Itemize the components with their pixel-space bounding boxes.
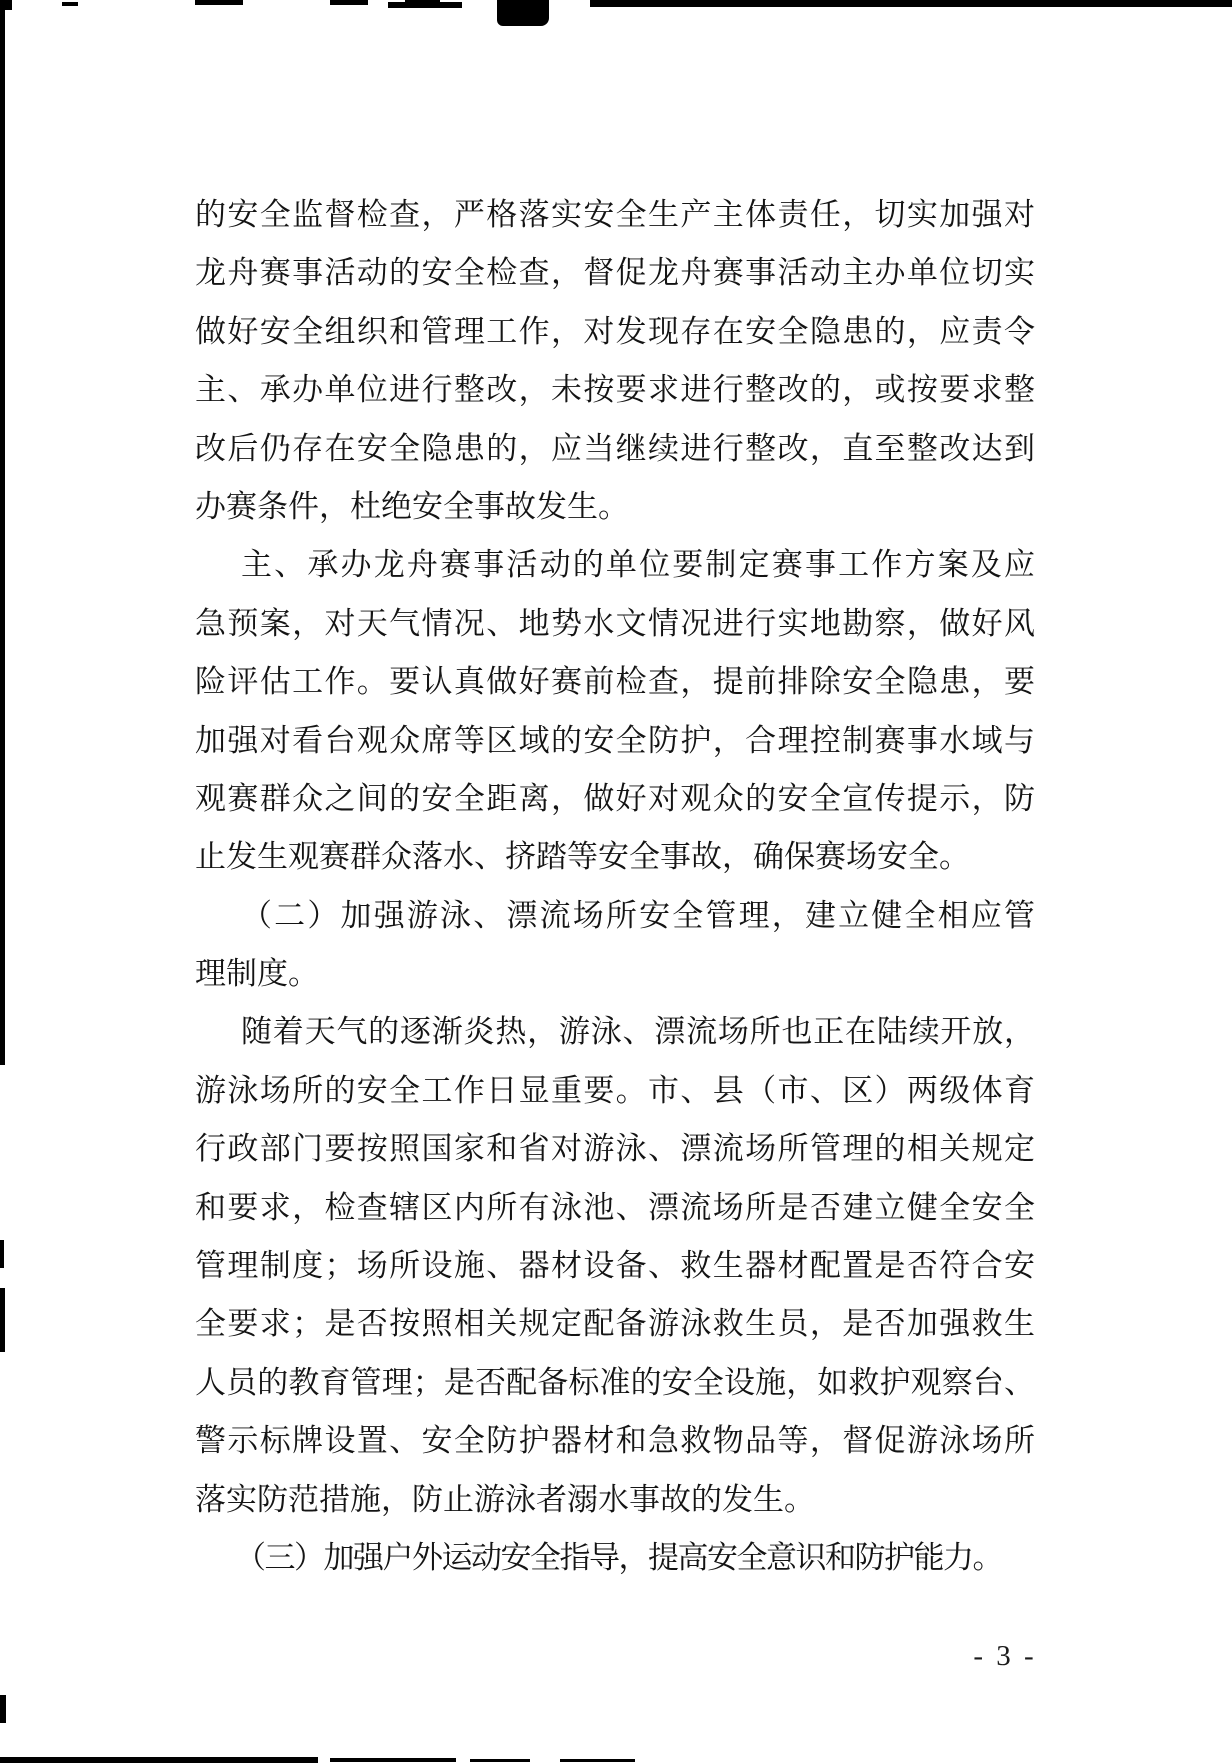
page-number: - 3 - [973,1640,1037,1672]
body-line: 落实防范措施，防止游泳者溺水事故的发生。 [195,1481,815,1517]
scan-artifact-left-edge-line [0,0,5,1065]
body-line: 游泳场所的安全工作日显重要。市、县（市、区）两级体育 [195,1072,1035,1108]
scan-artifact-bottom-dash [330,1758,456,1762]
body-line: 办赛条件，杜绝安全事故发生。 [195,488,629,524]
scan-artifact-bottom-dash [560,1759,635,1762]
body-line: 理制度。 [195,956,319,992]
scan-artifact-top-speck [62,2,78,6]
scan-artifact-top-speck [405,0,440,5]
body-line: 警示标牌设置、安全防护器材和急救物品等，督促游泳场所 [195,1423,1035,1459]
body-line: 的安全监督检查，严格落实安全生产主体责任，切实加强对 [195,197,1035,232]
scan-artifact-bottom-strip [0,1757,318,1763]
body-line: 改后仍存在安全隐患的，应当继续进行整改，直至整改达到 [195,430,1035,466]
body-line: 管理制度；场所设施、器材设备、救生器材配置是否符合安 [195,1248,1035,1284]
body-line: 和要求，检查辖区内所有泳池、漂流场所是否建立健全安全 [195,1189,1035,1225]
body-line: 观赛群众之间的安全距离，做好对观众的安全宣传提示，防 [195,780,1035,816]
body-line: 行政部门要按照国家和省对游泳、漂流场所管理的相关规定 [195,1131,1035,1167]
body-line: 人员的教育管理；是否配备标准的安全设施，如救护观察台、 [195,1364,1035,1400]
scan-artifact-top-blob [497,0,549,26]
scan-artifact-left-mark [0,1240,4,1268]
body-line: 急预案，对天气情况、地势水文情况进行实地勘察，做好风 [195,605,1035,641]
document-body [195,186,1035,1587]
body-line: 随着天气的逐渐炎热，游泳、漂流场所也正在陆续开放， [241,1014,1035,1050]
body-line: （三）加强户外运动安全指导，提高安全意识和防护能力。 [235,1539,1002,1575]
scan-artifact-bottom-dash [470,1759,530,1762]
body-line: 做好安全组织和管理工作，对发现存在安全隐患的，应责令 [195,313,1035,349]
body-line: 主、承办龙舟赛事活动的单位要制定赛事工作方案及应 [241,547,1035,583]
body-line: 全要求；是否按照相关规定配备游泳救生员，是否加强救生 [195,1306,1035,1342]
scan-artifact-left-mark [0,1695,6,1723]
body-line: 止发生观赛群众落水、挤踏等安全事故，确保赛场安全。 [195,839,970,875]
body-line: 主、承办单位进行整改，未按要求进行整改的，或按要求整 [195,372,1035,408]
scan-artifact-left-mark [0,1288,5,1352]
body-line: 加强对看台观众席等区域的安全防护，合理控制赛事水域与 [195,722,1035,758]
scan-artifact-top-strip [590,0,1232,7]
body-line: （二）加强游泳、漂流场所安全管理，建立健全相应管 [241,897,1035,933]
scan-artifact-top-speck [330,0,368,5]
body-line: 龙舟赛事活动的安全检查，督促龙舟赛事活动主办单位切实 [195,255,1035,291]
body-line: 险评估工作。要认真做好赛前检查，提前排除安全隐患，要 [195,664,1035,700]
scan-artifact-top-speck [195,0,243,5]
